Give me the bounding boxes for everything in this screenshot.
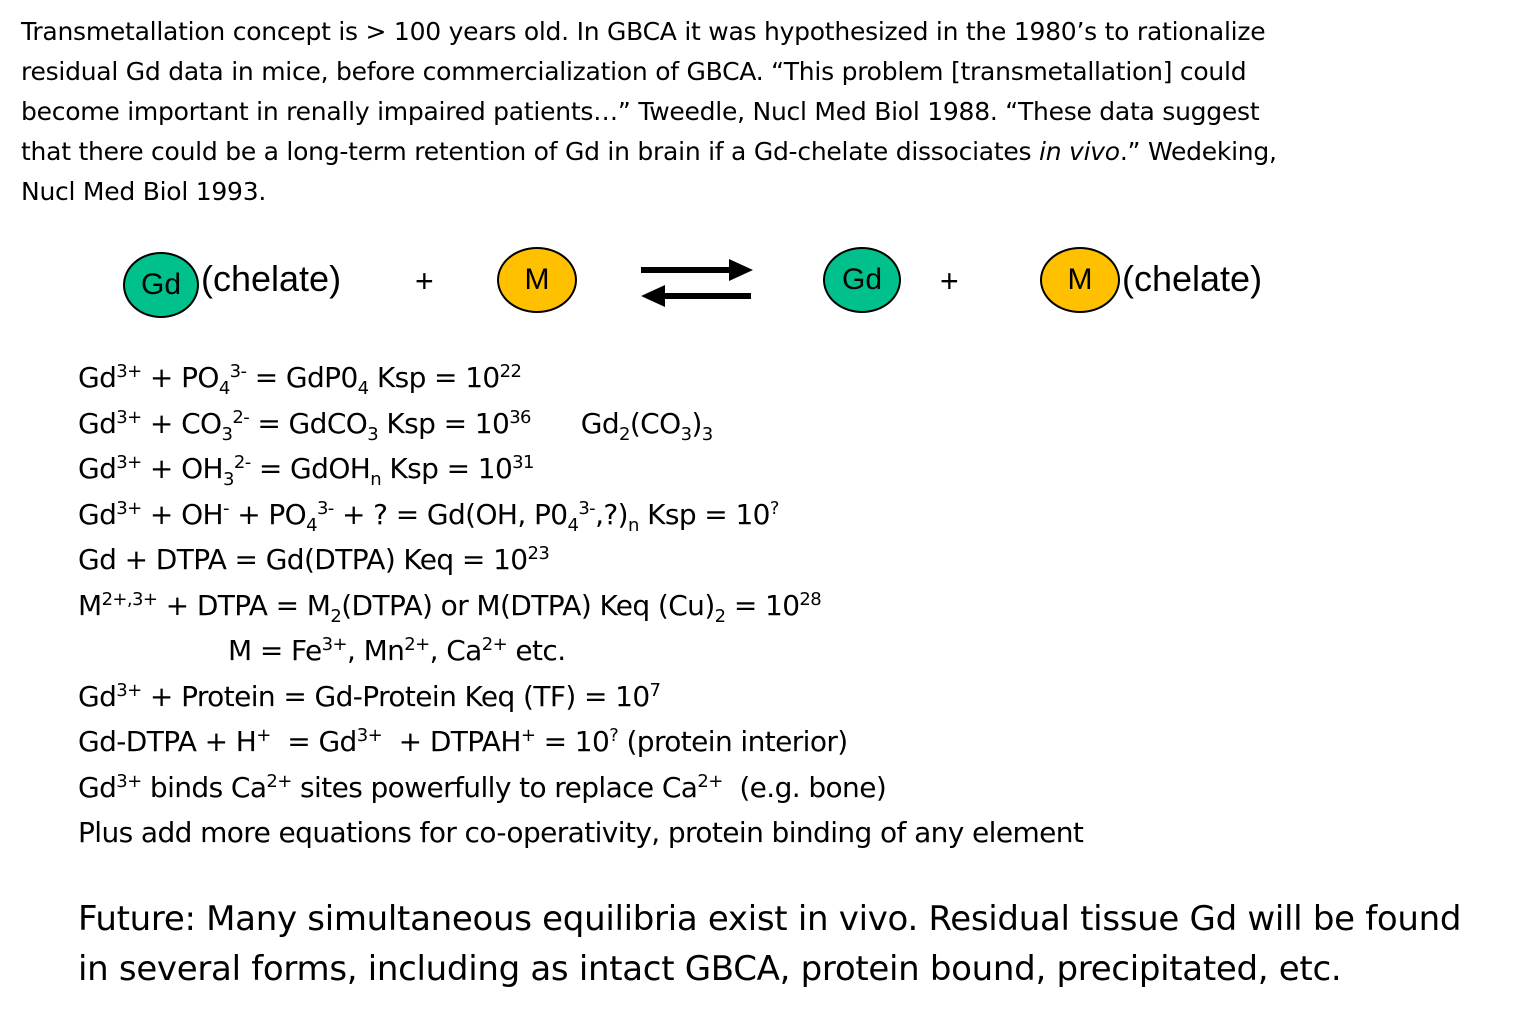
equation-gd-hydroxide: $Gd^{3+} + OH_3^{2-}$ = GdOH$_n$ Ksp = $10^{31}$ bbox=[78, 452, 534, 490]
intro-line: residual Gd data in mice, before commercialization of GBCA. “This problem [transmetallation] could bbox=[21, 57, 1247, 86]
intro-text: that there could be a long-term retention of Gd in brain if a Gd-chelate dissociates bbox=[21, 137, 1040, 166]
equation-list bbox=[78, 355, 1083, 856]
metal-circle: M bbox=[497, 247, 577, 313]
equation-metal-dtpa: $M^{2+,3+}$ + DTPA = $M_2(DTPA)$ or M(DTPA) Keq $(Cu)_2 = 10^{28}$ bbox=[78, 588, 822, 627]
equilibrium-arrows-icon bbox=[637, 256, 757, 312]
equation-gd-phosphate: $Gd^{3+} + PO_4^{3-} = GdP0_4$ Ksp = $10^{22}$ bbox=[78, 361, 522, 399]
equation-gd-protein: $Gd^{3+}$ + Protein = Gd-Protein Keq $(TF) = 10^7$ bbox=[78, 679, 661, 713]
plus-sign: + bbox=[940, 263, 959, 299]
chelate-label-left: (chelate) bbox=[201, 258, 342, 299]
intro-italic: in vivo bbox=[1039, 137, 1120, 166]
equation-note: Plus add more equations for co-operativity, protein binding of any element bbox=[78, 816, 1084, 849]
metal-chelate-circle: M bbox=[1040, 247, 1120, 313]
future-paragraph bbox=[78, 894, 1498, 994]
chelate-label-right: (chelate) bbox=[1122, 258, 1263, 299]
intro-text: .” Wedeking, bbox=[1119, 137, 1277, 166]
intro-line bbox=[21, 132, 1461, 172]
future-line: Future: Many simultaneous equilibria exist in vivo. Residual tissue Gd will be found bbox=[78, 899, 1462, 939]
gd-free-circle: Gd bbox=[823, 247, 901, 313]
equation-gd-calcium: $Gd^{3+}$ binds $Ca^{2+}$ sites powerfully to replace $Ca^{2+}$ (e.g. bone) bbox=[78, 770, 887, 804]
intro-line: become important in renally impaired patients…” Tweedle, Nucl Med Biol 1988. “These data suggest bbox=[21, 97, 1260, 126]
intro-line: Transmetallation concept is > 100 years old. In GBCA it was hypothesized in the 1980’s to rationalize bbox=[21, 17, 1266, 46]
intro-line: Nucl Med Biol 1993. bbox=[21, 177, 267, 206]
equation-gd-carbonate: $Gd^{3+} + CO_3^{2-}$ = GdCO$_3$ Ksp = $10^{36}$ $Gd_2(CO_3)_3$ bbox=[78, 406, 713, 445]
intro-paragraph bbox=[21, 12, 1461, 212]
gd-chelate-circle: Gd bbox=[123, 252, 199, 318]
future-line: in several forms, including as intact GBCA, protein bound, precipitated, etc. bbox=[78, 949, 1342, 989]
equation-metal-list: $M = Fe^{3+}$, $Mn^{2+}$, $Ca^{2+}$ etc. bbox=[228, 634, 566, 667]
plus-sign: + bbox=[415, 263, 434, 299]
equation-gd-mixed: $Gd^{3+} + OH^- + PO_4^{3-}$ + ? = Gd(OH, $P0_4^{3-},?)_n$ Ksp = 10? bbox=[78, 497, 779, 536]
equation-gd-dtpa-proton: Gd-DTPA + $H^+ = Gd^{3+}$ + DTPAH+ = 10? (protein interior) bbox=[78, 725, 848, 758]
equation-gd-dtpa: Gd + DTPA = Gd(DTPA) Keq = $10^{23}$ bbox=[78, 543, 550, 576]
